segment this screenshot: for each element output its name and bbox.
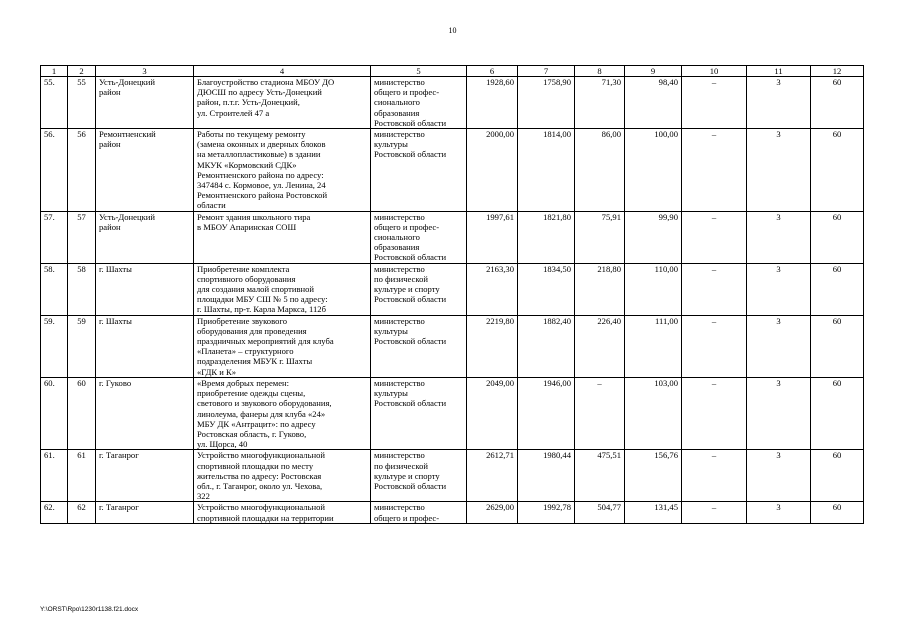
value-col7: 1814,00 bbox=[518, 129, 575, 212]
value-col9: 100,00 bbox=[625, 129, 682, 212]
header-cell: 3 bbox=[96, 66, 194, 77]
row-number: 60 bbox=[68, 377, 96, 449]
value-col11: 3 bbox=[747, 263, 811, 315]
municipality: г. Шахты bbox=[96, 263, 194, 315]
ministry: министерство по физической культуре и спорту Ростовской области bbox=[371, 450, 467, 502]
value-col6: 1997,61 bbox=[467, 211, 518, 263]
value-col11: 3 bbox=[747, 315, 811, 377]
header-cell: 1 bbox=[41, 66, 68, 77]
row-index: 56. bbox=[41, 129, 68, 212]
table-row bbox=[41, 129, 864, 212]
municipality: г. Шахты bbox=[96, 315, 194, 377]
value-col6: 2163,30 bbox=[467, 263, 518, 315]
value-col9: 131,45 bbox=[625, 502, 682, 523]
value-col11: 3 bbox=[747, 450, 811, 502]
value-col12: 60 bbox=[811, 129, 864, 212]
value-col9: 111,00 bbox=[625, 315, 682, 377]
value-col8: 226,40 bbox=[575, 315, 625, 377]
value-col8: 218,80 bbox=[575, 263, 625, 315]
value-col10: – bbox=[682, 129, 747, 212]
table-row bbox=[41, 263, 864, 315]
municipality: г. Гуково bbox=[96, 377, 194, 449]
municipality: Усть-Донецкий район bbox=[96, 77, 194, 129]
ministry: министерство культуры Ростовской области bbox=[371, 129, 467, 212]
value-col12: 60 bbox=[811, 315, 864, 377]
value-col8: 475,51 bbox=[575, 450, 625, 502]
value-col11: 3 bbox=[747, 129, 811, 212]
row-index: 58. bbox=[41, 263, 68, 315]
value-col10: – bbox=[682, 502, 747, 523]
value-col8: 71,30 bbox=[575, 77, 625, 129]
value-col8: 75,91 bbox=[575, 211, 625, 263]
value-col7: 1834,50 bbox=[518, 263, 575, 315]
header-cell: 8 bbox=[575, 66, 625, 77]
value-col8: 504,77 bbox=[575, 502, 625, 523]
header-cell: 9 bbox=[625, 66, 682, 77]
municipality: Ремонтненский район bbox=[96, 129, 194, 212]
page-number: 10 bbox=[448, 26, 457, 35]
ministry: министерство культуры Ростовской области bbox=[371, 377, 467, 449]
row-index: 55. bbox=[41, 77, 68, 129]
municipality: г. Таганрог bbox=[96, 502, 194, 523]
header-row bbox=[41, 66, 864, 77]
value-col6: 1928,60 bbox=[467, 77, 518, 129]
header-cell: 6 bbox=[467, 66, 518, 77]
value-col11: 3 bbox=[747, 211, 811, 263]
value-col7: 1992,78 bbox=[518, 502, 575, 523]
value-col10: – bbox=[682, 377, 747, 449]
value-col9: 98,40 bbox=[625, 77, 682, 129]
value-col7: 1946,00 bbox=[518, 377, 575, 449]
row-number: 61 bbox=[68, 450, 96, 502]
value-col11: 3 bbox=[747, 502, 811, 523]
project-description: Благоустройство стадиона МБОУ ДО ДЮСШ по адресу Усть-Донецкий район, п.т.г. Усть-Донецкий, ул. Строителей 47 а bbox=[194, 77, 371, 129]
header-cell: 5 bbox=[371, 66, 467, 77]
value-col10: – bbox=[682, 315, 747, 377]
value-col11: 3 bbox=[747, 77, 811, 129]
row-index: 57. bbox=[41, 211, 68, 263]
value-col8: – bbox=[575, 377, 625, 449]
project-description: Ремонт здания школьного тира в МБОУ Апаринская СОШ bbox=[194, 211, 371, 263]
project-description: Приобретение комплекта спортивного оборудования для создания малой спортивной площадки МБУ СШ № 5 по адресу: г. Шахты, пр-т. Карла Маркса, 112б bbox=[194, 263, 371, 315]
value-col11: 3 bbox=[747, 377, 811, 449]
header-cell: 12 bbox=[811, 66, 864, 77]
ministry: министерство культуры Ростовской области bbox=[371, 315, 467, 377]
table-row bbox=[41, 315, 864, 377]
value-col12: 60 bbox=[811, 263, 864, 315]
row-number: 56 bbox=[68, 129, 96, 212]
row-number: 55 bbox=[68, 77, 96, 129]
value-col9: 99,90 bbox=[625, 211, 682, 263]
value-col9: 110,00 bbox=[625, 263, 682, 315]
table-row bbox=[41, 377, 864, 449]
value-col12: 60 bbox=[811, 450, 864, 502]
value-col12: 60 bbox=[811, 77, 864, 129]
row-number: 59 bbox=[68, 315, 96, 377]
value-col6: 2612,71 bbox=[467, 450, 518, 502]
file-path-footer: Y:\ORST\Rpo\1230r1138.f21.docx bbox=[40, 606, 139, 613]
header-cell: 7 bbox=[518, 66, 575, 77]
ministry: министерство общего и профес- сионального образования Ростовской области bbox=[371, 77, 467, 129]
value-col12: 60 bbox=[811, 211, 864, 263]
header-cell: 2 bbox=[68, 66, 96, 77]
row-index: 59. bbox=[41, 315, 68, 377]
row-index: 62. bbox=[41, 502, 68, 523]
value-col6: 2629,00 bbox=[467, 502, 518, 523]
value-col6: 2219,80 bbox=[467, 315, 518, 377]
project-description: Устройство многофункциональной спортивной площадки на территории bbox=[194, 502, 371, 523]
value-col6: 2000,00 bbox=[467, 129, 518, 212]
table-row bbox=[41, 450, 864, 502]
value-col10: – bbox=[682, 450, 747, 502]
municipality: Усть-Донецкий район bbox=[96, 211, 194, 263]
municipality: г. Таганрог bbox=[96, 450, 194, 502]
value-col10: – bbox=[682, 263, 747, 315]
project-description: «Время добрых перемен: приобретение одежды сцены, светового и звукового оборудования, линолеума, фанеры для клуба «24» МБУ ДК «Антрацит»: по адресу Ростовская область, г. Гуково, ул. Щорса, 40 bbox=[194, 377, 371, 449]
value-col12: 60 bbox=[811, 502, 864, 523]
project-description: Устройство многофункциональной спортивной площадки по месту жительства по адресу: Ростовская обл., г. Таганрог, около ул. Чехова, 322 bbox=[194, 450, 371, 502]
value-col10: – bbox=[682, 77, 747, 129]
value-col10: – bbox=[682, 211, 747, 263]
header-cell: 10 bbox=[682, 66, 747, 77]
data-table bbox=[40, 65, 864, 524]
table-row bbox=[41, 77, 864, 129]
value-col8: 86,00 bbox=[575, 129, 625, 212]
header-cell: 4 bbox=[194, 66, 371, 77]
project-description: Приобретение звукового оборудования для проведения праздничных мероприятий для клуба «Планета» – структурного подразделения МБУК г. Шахты «ГДК и К» bbox=[194, 315, 371, 377]
row-index: 60. bbox=[41, 377, 68, 449]
value-col12: 60 bbox=[811, 377, 864, 449]
table-row bbox=[41, 211, 864, 263]
ministry: министерство по физической культуре и спорту Ростовской области bbox=[371, 263, 467, 315]
row-number: 57 bbox=[68, 211, 96, 263]
value-col7: 1980,44 bbox=[518, 450, 575, 502]
ministry: министерство общего и профес- сионального образования Ростовской области bbox=[371, 211, 467, 263]
value-col9: 103,00 bbox=[625, 377, 682, 449]
value-col9: 156,76 bbox=[625, 450, 682, 502]
value-col6: 2049,00 bbox=[467, 377, 518, 449]
value-col7: 1882,40 bbox=[518, 315, 575, 377]
value-col7: 1758,90 bbox=[518, 77, 575, 129]
ministry: министерство общего и профес- bbox=[371, 502, 467, 523]
row-number: 62 bbox=[68, 502, 96, 523]
table-row bbox=[41, 502, 864, 523]
row-number: 58 bbox=[68, 263, 96, 315]
header-cell: 11 bbox=[747, 66, 811, 77]
value-col7: 1821,80 bbox=[518, 211, 575, 263]
project-description: Работы по текущему ремонту (замена оконных и дверных блоков на металлопластиковые) в здании МКУК «Кормовский СДК» Ремонтненского района по адресу: 347484 с. Кормовое, ул. Ленина, 24 Ремонтненского района Ростовской области bbox=[194, 129, 371, 212]
row-index: 61. bbox=[41, 450, 68, 502]
